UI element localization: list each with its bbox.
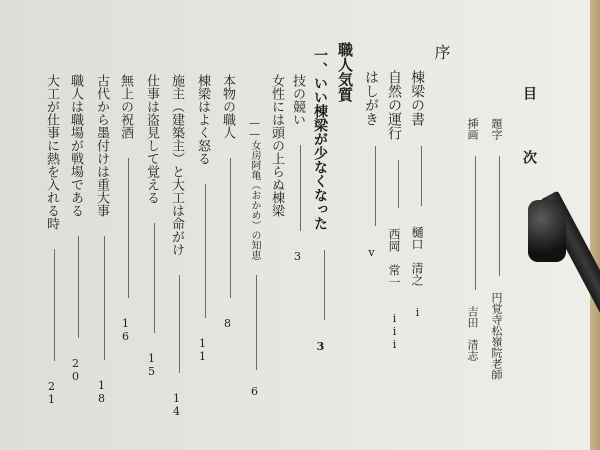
leader-line: [154, 223, 155, 333]
section-title: はしがき: [363, 70, 379, 126]
entry-subtitle: ――女房阿亀（おかめ）の知恵: [249, 118, 260, 260]
front-entry[interactable]: [491, 118, 502, 380]
section-author: 西岡 常一: [387, 228, 401, 288]
section-entry[interactable]: [364, 70, 378, 259]
entry-title: 無上の祝酒: [118, 74, 133, 139]
leader-line: [475, 156, 476, 290]
section-entry[interactable]: [410, 70, 424, 319]
toc-entry[interactable]: [196, 74, 209, 363]
page-number: 21: [45, 380, 58, 406]
entry-title: 仕事は盗見して覚える: [144, 74, 159, 204]
book-spine: [590, 0, 600, 450]
leader-line: [54, 249, 55, 361]
page-number: 11: [196, 337, 209, 363]
front-label: 題字: [490, 118, 503, 140]
front-name: 円覚寺松嶺院老師: [490, 292, 503, 380]
toc-entry[interactable]: [170, 74, 183, 418]
entry-title: 本物の職人: [220, 74, 235, 139]
preface-heading: 序: [432, 44, 451, 60]
page-number: 18: [95, 379, 108, 405]
page-number: 15: [145, 352, 158, 378]
leader-line: [256, 275, 257, 370]
toc-entry[interactable]: [313, 48, 327, 353]
front-entry[interactable]: [467, 118, 478, 361]
leader-line: [205, 184, 206, 318]
front-label: 挿画: [466, 118, 479, 140]
entry-title: 古代から墨付けは重大事: [94, 74, 109, 217]
bookmark-clip: [528, 200, 566, 262]
page-number: 3: [291, 250, 304, 263]
front-name: 吉田 清志: [466, 306, 479, 361]
section-title: 棟梁の書: [409, 70, 425, 126]
entry-title: 女性には頭の上らぬ棟梁: [269, 74, 284, 217]
entry-title: 棟梁はよく怒る: [195, 74, 210, 165]
leader-line: [499, 156, 500, 276]
toc-entry[interactable]: [221, 74, 234, 330]
leader-line: [375, 146, 376, 226]
toc-entry[interactable]: [249, 118, 260, 398]
entry-title: 一、いい棟梁が少なくなった: [312, 48, 328, 230]
page-number: 6: [248, 385, 261, 398]
page-number: 20: [69, 357, 82, 383]
page-number: 14: [170, 392, 183, 418]
leader-line: [421, 146, 422, 206]
section-entry[interactable]: [387, 70, 401, 351]
toc-entry[interactable]: [119, 74, 132, 343]
toc-entry[interactable]: [145, 74, 158, 378]
leader-line: [300, 145, 301, 231]
leader-line: [179, 275, 180, 373]
toc-entry[interactable]: [69, 74, 82, 383]
leader-line: [128, 158, 129, 298]
toc-entry[interactable]: [95, 74, 108, 405]
toc-entry[interactable]: [45, 74, 58, 406]
page-number: iii: [388, 312, 401, 351]
entry-title: 施主（建築主）と大工は命がけ: [169, 74, 184, 256]
section-title: 自然の運行: [386, 70, 402, 140]
leader-line: [104, 236, 105, 360]
leader-line: [230, 158, 231, 298]
leader-line: [324, 250, 325, 320]
leader-line: [398, 160, 399, 208]
entry-title: 職人は職場が戦場である: [68, 74, 83, 217]
entry-title: 大工が仕事に熱を入れる時: [44, 74, 59, 230]
chapter-title: 職人気質: [336, 42, 354, 102]
section-author: 樋口 清之: [410, 226, 424, 286]
entry-title: 技の競い: [290, 74, 305, 126]
toc-entry[interactable]: [270, 74, 283, 217]
toc-heading: 目 次: [521, 86, 537, 182]
page-number: i: [411, 306, 424, 319]
toc-entry[interactable]: [291, 74, 304, 263]
page-number: v: [365, 246, 378, 259]
page-number: 16: [119, 317, 132, 343]
page-number: 8: [221, 317, 234, 330]
leader-line: [78, 236, 79, 338]
page-number: 3: [314, 340, 327, 353]
